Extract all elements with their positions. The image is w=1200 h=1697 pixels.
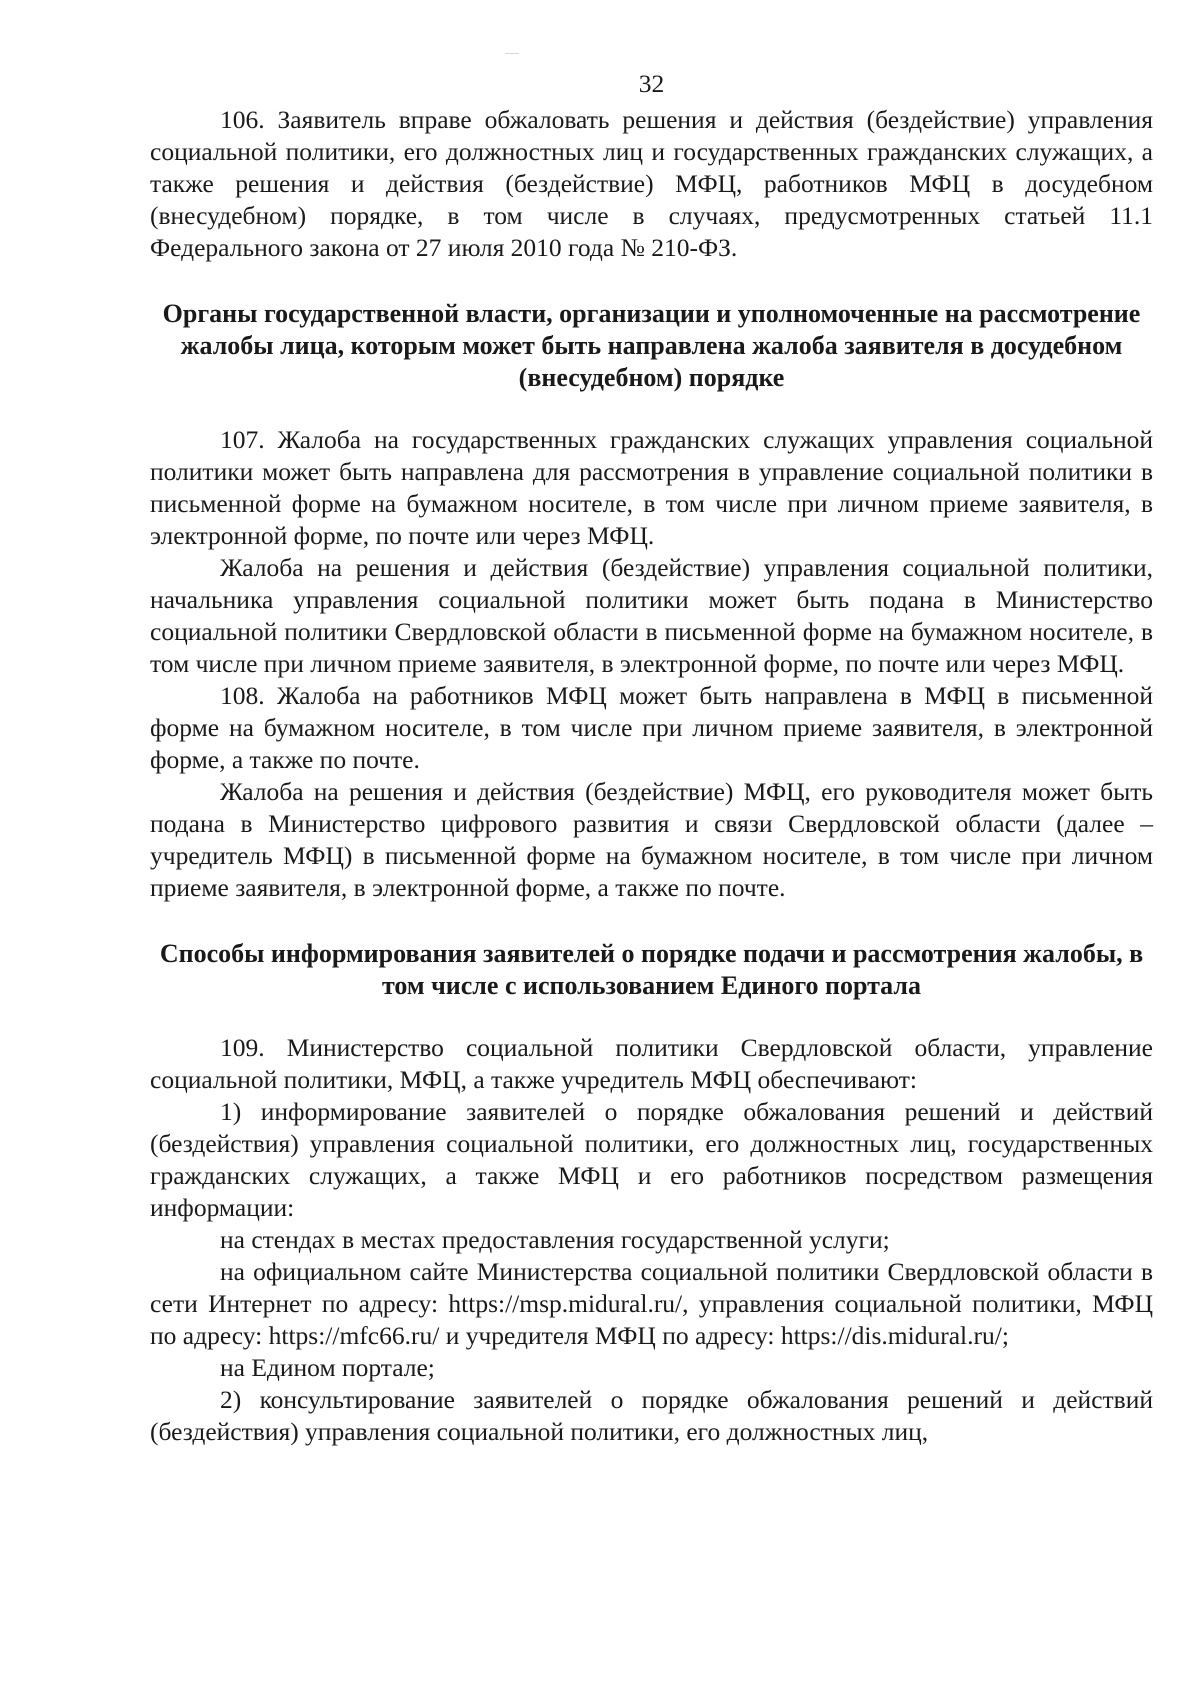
section-heading-information-methods: Способы информирования заявителей о порядке подачи и рассмотрения жалобы, в том числе с использованием Единого портала (159, 939, 1144, 1000)
spacer (150, 904, 1153, 938)
paragraph-109-item-1-websites: на официальном сайте Министерства социальной политики Свердловской области в сети Интернет по адресу: https://msp.midural.ru/, управления социальной политики, МФЦ по адресу: https://mfc66.ru/ и учредителя МФЦ по адресу: https://dis.midural.ru/; (150, 1257, 1153, 1350)
paragraph-109-item-1: 1) информирование заявителей о порядке обжалования решений и действий (бездействия) управления социальной политики, его должностных лиц, государственных гражданских служащих, а также МФЦ и его работников посредством размещения информации: (150, 1097, 1153, 1222)
paragraph-109: 109. Министерство социальной политики Свердловской области, управление социальной политики, МФЦ, а также учредитель МФЦ обеспечивают: (150, 1033, 1153, 1094)
paragraph-108-continued: Жалоба на решения и действия (бездействие) МФЦ, его руководителя может быть подана в Министерство цифрового развития и связи Свердловской области (далее – учредитель МФЦ) в письменной форме на бумажном носителе, в том числе при личном приеме заявителя, в электронной форме, а также по почте. (150, 777, 1153, 902)
paragraph-109-item-1-stands: на стендах в местах предоставления государственной услуги; (220, 1225, 890, 1254)
paragraph-107: 107. Жалоба на государственных гражданских служащих управления социальной политики может быть направлена для рассмотрения в управление социальной политики в письменной форме на бумажном носителе, в том числе при личном приеме заявителя, в электронной форме, по почте или через МФЦ. (150, 425, 1153, 550)
page-number: 32 (638, 69, 665, 98)
paragraph-107-continued: Жалоба на решения и действия (бездействие) управления социальной политики, начальника управления социальной политики может быть подана в Министерство социальной политики Свердловской области в письменной форме на бумажном носителе, в том числе при личном приеме заявителя, в электронной форме, по почте или через МФЦ. (150, 553, 1153, 678)
spacer (150, 394, 1153, 424)
paragraph-109-item-2: 2) консультирование заявителей о порядке обжалования решений и действий (бездействия) управления социальной политики, его должностных лиц, (150, 1385, 1153, 1446)
scan-artifact (505, 53, 519, 54)
spacer (150, 264, 1153, 298)
paragraph-106: 106. Заявитель вправе обжаловать решения и действия (бездействие) управления социальной политики, его должностных лиц и государственных гражданских служащих, а также решения и действия (бездействие) МФЦ, работников МФЦ в досудебном (внесудебном) порядке, в том числе в случаях, предусмотренных статьей 11.1 Федерального закона от 27 июля 2010 года № 210-ФЗ. (150, 105, 1153, 262)
section-heading-complaint-bodies: Органы государственной власти, организации и уполномоченные на рассмотрение жалобы лица, которым может быть направлена жалоба заявителя в досудебном (внесудебном) порядке (162, 299, 1141, 392)
paragraph-108: 108. Жалоба на работников МФЦ может быть направлена в МФЦ в письменной форме на бумажном носителе, в том числе при личном приеме заявителя, в электронной форме, а также по почте. (150, 681, 1153, 774)
paragraph-109-item-1-portal: на Едином портале; (220, 1353, 435, 1382)
spacer (150, 1002, 1153, 1032)
